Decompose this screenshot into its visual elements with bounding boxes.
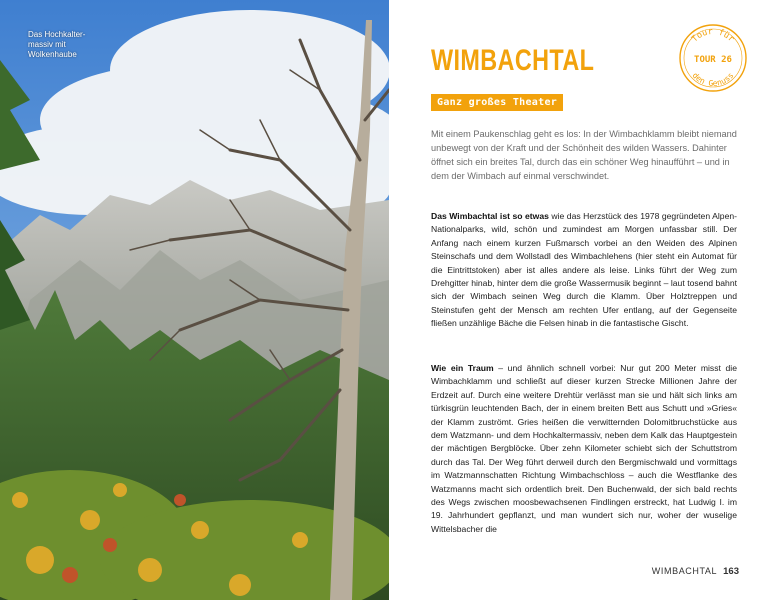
- paragraph-text: wie das Herzstück des 1978 gegründeten Alpen-Nationalparks, wild, schön und zumindest am Morgen unfassbar still. Der Anfang nach einem kurzen Fußmarsch vorbei an den Weiden des Alpinen Steinschafs und dem Wollstadl des Wimbachlehens (hier steht ein Automat für die Eintrittstoken) aber ist alles andere als leise. Links führt der Weg zum Drehgitter hinab, hinter dem die große Wassermusik beginnt – laut tosend bahnt sich der Wimbach seinen Weg durch die Klamm. Über Holztreppen und Steinstufen geht der Mensch am rechten Ufer entlang, auf der Gegenseite fließen unzählige Bäche die Felsen hinab in die fantastische Gischt.: [431, 211, 737, 329]
- caption-line: massiv mit: [28, 40, 66, 49]
- paragraph-text: – und ähnlich schnell vorbei: Nur gut 200 Meter misst die Wimbachklamm und schließt auf dieser kurzen Strecke Millionen Jahre der Erdzeit auf. Durch eine weitere Drehtür verlässt man sie und hält sich links am türkisgrün leuchtenden Bach, der in einem breiten Bett aus Schutt und »Gries« der Klamm zuströmt. Gries heißen die verwitternden Dolomitbruchstücke aus dem Watzmann- und dem Hochkaltermassiv, neben dem Kalk das Hauptgestein der mächtigen Bergblöcke. Über zehn Kilometer schiebt sich der Schuttstrom durch das Tal. Der Weg führt derweil durch den Bergmischwald und vormittags im Watzmannschatten Richtung Wimbachschloss – auch die Westflanke des Watzmanns macht sich ordentlich breit. Den Buchenwald, der sich bald rechts des Wegs zwischen moosbewachsenen Findlingen erstreckt, hat Ludwig I. im 19. Jahrhundert gepflanzt, und man wundert sich nur, woher der wuselige Wittelsbacher die: [431, 363, 737, 534]
- paragraph-lead-in: Das Wimbachtal ist so etwas: [431, 211, 549, 221]
- paragraph-lead-in: Wie ein Traum: [431, 363, 494, 373]
- body-paragraph: [431, 362, 737, 536]
- stamp-top-text: Tour für: [689, 26, 737, 45]
- lead-paragraph: Mit einem Paukenschlag geht es los: In der Wimbachklamm bleibt niemand unbewegt von der Kraft und der Schönheit des wilden Wassers. Dahinter öffnet sich ein breites Tal, durch das ein schöner Weg hinaufführt – und in dem der Wimbach auf einmal verschwindet.: [431, 129, 737, 181]
- tour-stamp-icon: [677, 22, 749, 94]
- body-paragraph: [431, 210, 737, 331]
- page-title: WIMBACHTAL: [431, 44, 595, 77]
- caption-line: Wolkenhaube: [28, 50, 77, 59]
- page-footer: [619, 566, 739, 577]
- running-footer-section: WIMBACHTAL: [651, 566, 718, 576]
- text-page: [389, 0, 778, 600]
- photo-caption: [28, 30, 118, 60]
- caption-line: Das Hochkalter-: [28, 30, 86, 39]
- page-number: 163: [723, 566, 739, 577]
- stamp-number-text: TOUR 26: [694, 55, 732, 65]
- stamp-bottom-text: den Genuss: [690, 70, 736, 89]
- subtitle-badge: Ganz großes Theater: [431, 94, 563, 111]
